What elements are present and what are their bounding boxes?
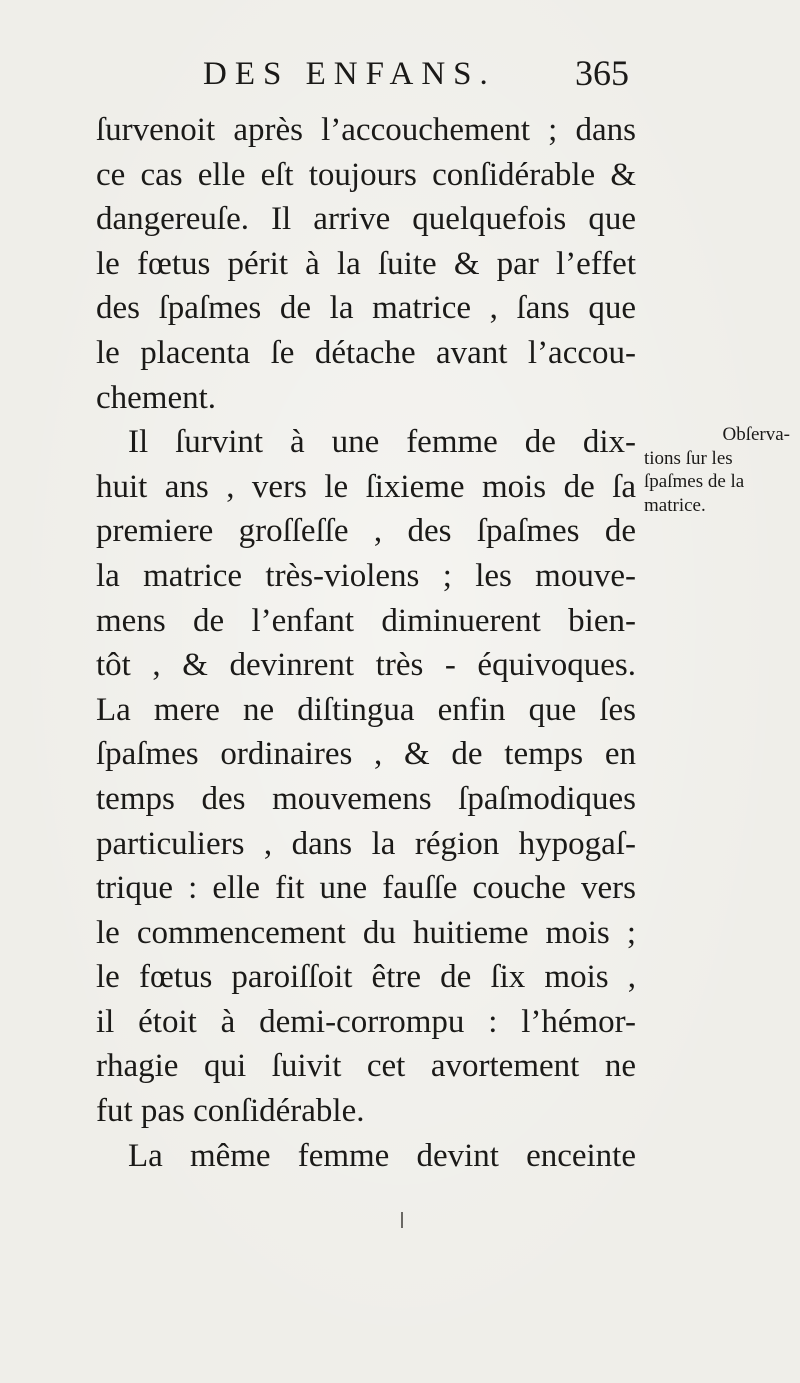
text-line: mens de l’enfant diminuerent bien- — [96, 602, 636, 639]
text-line: huit ans , vers le ſixieme mois de ſa — [96, 468, 636, 505]
paragraph-start-line: La même femme devint enceinte — [128, 1137, 636, 1174]
body-text — [96, 108, 636, 1178]
text-line: des ſpaſmes de la matrice , ſans que — [96, 290, 636, 327]
text-line: La mere ne diſtingua enfin que ſes — [96, 691, 636, 728]
paragraph-start-line: Il ſurvint à une femme de dix- — [128, 424, 636, 461]
text-line: particuliers , dans la région hypogaſ- — [96, 825, 636, 862]
marginal-note — [644, 423, 790, 517]
text-line: il étoit à demi-corrompu : l’hémor- — [96, 1003, 636, 1040]
text-line: temps des mouvemens ſpaſmodiques — [96, 780, 636, 817]
text-line: premiere groſſeſſe , des ſpaſmes de — [96, 513, 636, 550]
text-line: ſpaſmes ordinaires , & de temps en — [96, 736, 636, 773]
text-line: le placenta ſe détache avant l’accou- — [96, 334, 636, 371]
marginal-note-line: tions ſur les — [644, 447, 733, 469]
marginal-note-line: Obſerva- — [722, 424, 790, 445]
text-line: la matrice très-violens ; les mouve- — [96, 557, 636, 594]
marginal-note-line: ſpaſmes de la — [644, 471, 745, 492]
text-line: tôt , & devinrent très - équivoques. — [96, 647, 636, 684]
page-number: 365 — [575, 53, 629, 93]
text-line: le fœtus paroiſſoit être de ſix mois , — [96, 959, 636, 996]
text-line: le fœtus périt à la ſuite & par l’effet — [96, 245, 636, 282]
text-line: le commencement du huitieme mois ; — [96, 914, 636, 951]
running-title: DES ENFANS. — [203, 56, 496, 92]
text-line: ce cas elle eſt toujours conſidérable & — [96, 156, 636, 193]
catchword-mark — [401, 1212, 403, 1228]
text-line: fut pas conſidérable. — [96, 1093, 365, 1130]
text-line: ſurvenoit après l’accouchement ; dans — [96, 112, 636, 148]
text-line: chement. — [96, 379, 217, 416]
running-head — [95, 52, 635, 102]
text-line: rhagie qui ſuivit cet avortement ne — [96, 1048, 636, 1085]
marginal-note-line: matrice. — [644, 494, 706, 516]
text-line: trique : elle fit une fauſſe couche vers — [96, 870, 636, 907]
text-line: dangereuſe. Il arrive quelquefois que — [96, 201, 636, 238]
